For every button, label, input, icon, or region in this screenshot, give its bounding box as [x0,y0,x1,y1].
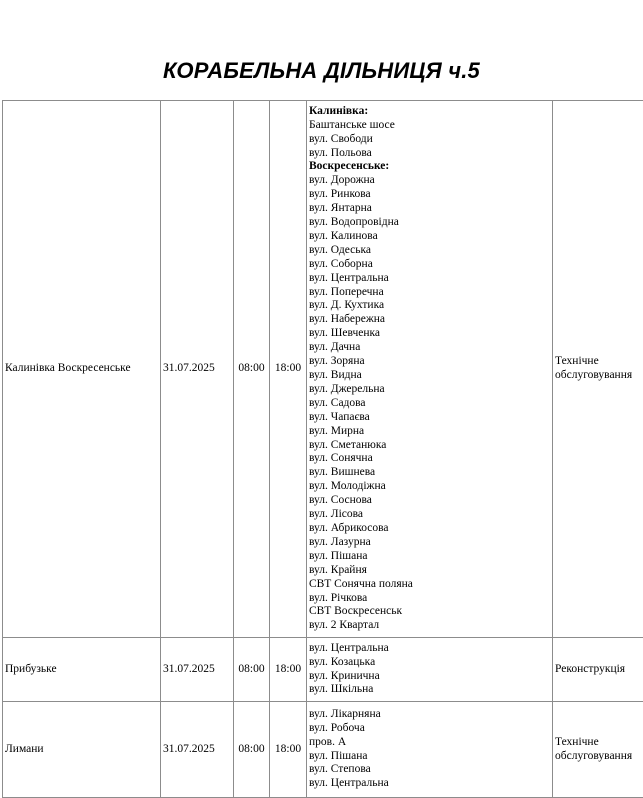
address-item: Баштанське шосе [309,119,550,133]
address-item: вул. Центральна [309,642,550,656]
address-item: вул. Садова [309,397,550,411]
address-item: вул. Кринична [309,670,550,684]
address-list-cell [307,638,553,702]
address-item: вул. Свободи [309,133,550,147]
table-row [3,101,643,638]
address-item: вул. Центральна [309,777,550,791]
date-cell: 31.07.2025 [161,702,234,798]
address-item: вул. Янтарна [309,202,550,216]
address-item: вул. Ринкова [309,188,550,202]
address-heading: Калинівка: [309,105,550,119]
page-title: КОРАБЕЛЬНА ДІЛЬНИЦЯ ч.5 [0,56,643,86]
work-type-cell: Технічне обслуговування [553,101,643,638]
address-item: вул. Водопровідна [309,216,550,230]
start-time-cell: 08:00 [234,638,270,702]
date-cell: 31.07.2025 [161,101,234,638]
address-item: вул. Молодіжна [309,480,550,494]
address-item: вул. Калинова [309,230,550,244]
address-item: вул. Соборна [309,258,550,272]
date-cell: 31.07.2025 [161,638,234,702]
address-item: вул. Сонячна [309,452,550,466]
address-item: вул. Козацька [309,656,550,670]
locality-cell: Прибузьке [3,638,161,702]
address-item: вул. Сметанюка [309,439,550,453]
address-item: вул. 2 Квартал [309,619,550,633]
address-item: вул. Лазурна [309,536,550,550]
address-item: СВТ Воскресенськ [309,605,550,619]
table-row [3,702,643,798]
address-item: вул. Пішана [309,550,550,564]
address-item: вул. Соснова [309,494,550,508]
address-item: вул. Вишнева [309,466,550,480]
address-item: вул. Лісова [309,508,550,522]
address-item: вул. Джерельна [309,383,550,397]
start-time-cell: 08:00 [234,702,270,798]
address-item: вул. Мирна [309,425,550,439]
address-item: вул. Зоряна [309,355,550,369]
address-item: вул. Дачна [309,341,550,355]
end-time-cell: 18:00 [270,702,307,798]
address-item: вул. Пішана [309,750,550,764]
start-time-cell: 08:00 [234,101,270,638]
address-heading: Воскресенське: [309,160,550,174]
address-item: вул. Шевченка [309,327,550,341]
address-item: вул. Одеська [309,244,550,258]
table-row [3,638,643,702]
address-item: вул. Дорожна [309,174,550,188]
outage-schedule-table [2,100,643,798]
address-item: вул. Абрикосова [309,522,550,536]
address-item: вул. Поперечна [309,286,550,300]
end-time-cell: 18:00 [270,638,307,702]
address-item: вул. Набережна [309,313,550,327]
work-type-cell: Реконструкція [553,638,643,702]
address-item: вул. Шкільна [309,683,550,697]
address-item: вул. Видна [309,369,550,383]
address-item: вул. Лікарняна [309,708,550,722]
address-item: СВТ Сонячна поляна [309,578,550,592]
address-item: пров. А [309,736,550,750]
address-item: вул. Польова [309,147,550,161]
address-item: вул. Річкова [309,592,550,606]
address-item: вул. Робоча [309,722,550,736]
end-time-cell: 18:00 [270,101,307,638]
locality-cell: Калинівка Воскресенське [3,101,161,638]
address-item: вул. Центральна [309,272,550,286]
address-item: вул. Степова [309,763,550,777]
locality-cell: Лимани [3,702,161,798]
address-list-cell [307,101,553,638]
address-item: вул. Д. Кухтика [309,299,550,313]
work-type-cell: Технічне обслуговування [553,702,643,798]
address-item: вул. Крайня [309,564,550,578]
address-item: вул. Чапаєва [309,411,550,425]
address-list-cell [307,702,553,798]
